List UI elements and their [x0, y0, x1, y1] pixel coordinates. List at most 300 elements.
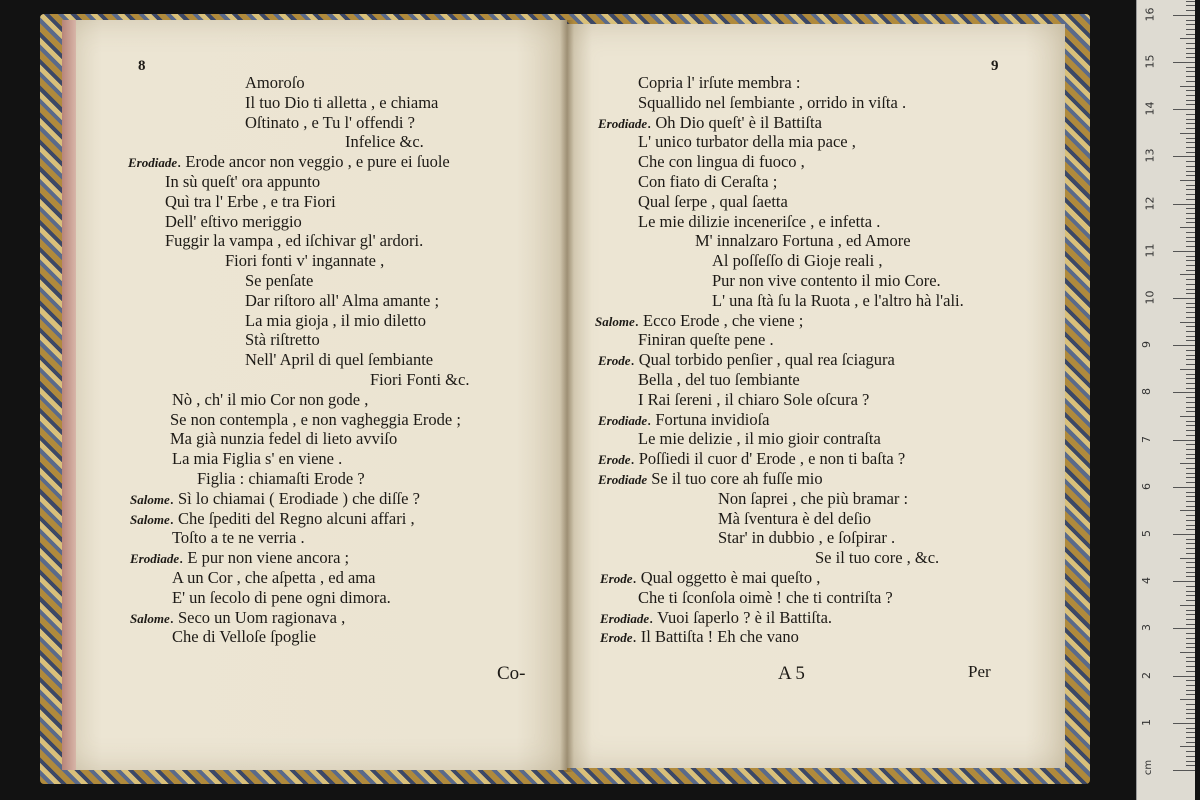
verse-text: Il tuo Dio ti alletta , e chiama — [245, 92, 439, 112]
ruler-tick — [1173, 204, 1195, 205]
verse-text: Ma già nunzia fedel di lieto avviſo — [170, 429, 398, 449]
verse-text: Star' in dubbio , e ſoſpirar . — [718, 528, 896, 548]
verse-text: Mà ſventura è del deſio — [718, 508, 872, 528]
ruler-unit: cm — [1143, 759, 1155, 776]
ruler-tick — [1186, 161, 1195, 162]
ruler-tick — [1186, 496, 1195, 497]
right-page-line — [638, 588, 893, 608]
left-page-line — [130, 489, 420, 510]
ruler-tick — [1180, 227, 1195, 228]
ruler-tick — [1186, 610, 1195, 611]
speaker-name: Erode — [598, 452, 631, 468]
left-page-line — [345, 132, 424, 152]
ruler-tick — [1186, 501, 1195, 502]
verse-text: Toſto a te ne verria . — [172, 528, 305, 548]
measuring-ruler — [1136, 0, 1195, 800]
verse-text: A un Cor , che aſpetta , ed ama — [172, 568, 376, 587]
verse-text: Se il tuo core ah fuſſe mio — [647, 469, 823, 488]
ruler-tick — [1186, 425, 1195, 426]
ruler-tick — [1186, 218, 1195, 219]
right-page-line — [638, 370, 800, 390]
left-page-line — [245, 271, 313, 291]
ruler-tick — [1186, 756, 1195, 757]
right-page-line — [598, 410, 770, 431]
ruler-number: 4 — [1140, 577, 1153, 585]
ruler-tick — [1186, 449, 1195, 450]
left-page-line — [245, 291, 439, 311]
verse-text: Figlia : chiamaſti Erode ? — [197, 469, 365, 488]
left-page-line — [172, 627, 316, 647]
verse-text: In sù queſt' ora appunto — [165, 172, 321, 191]
ruler-tick — [1186, 515, 1195, 516]
ruler-tick — [1186, 67, 1195, 68]
ruler-number: 10 — [1143, 290, 1157, 305]
ruler-tick — [1186, 175, 1195, 176]
ruler-tick — [1186, 728, 1195, 729]
verse-text: Nell' April di quel ſembiante — [245, 350, 434, 370]
verse-text: La mia Figlia s' en viene . — [172, 449, 343, 469]
ruler-tick — [1186, 307, 1195, 308]
ruler-tick — [1186, 265, 1195, 266]
verse-text: . Qual torbido penſier , qual rea ſciagura — [630, 350, 895, 370]
left-page-line — [245, 73, 305, 93]
ruler-tick — [1173, 723, 1195, 724]
ruler-tick — [1173, 298, 1195, 299]
verse-text: Non ſaprei , che più bramar : — [718, 488, 909, 508]
verse-text: . Il Battiſta ! Eh che vano — [632, 627, 799, 647]
ruler-tick — [1186, 34, 1195, 35]
ruler-number: 1 — [1140, 718, 1153, 726]
ruler-tick — [1186, 506, 1195, 507]
ruler-tick — [1186, 388, 1195, 389]
ruler-tick — [1186, 737, 1195, 738]
ruler-tick — [1186, 666, 1195, 667]
right-page-line — [638, 212, 880, 232]
ruler-tick — [1186, 643, 1195, 644]
ruler-tick — [1186, 119, 1195, 120]
ruler-tick — [1186, 20, 1195, 21]
left-page-line — [130, 509, 415, 530]
right-page-line — [600, 568, 820, 589]
right-page-number: 9 — [991, 58, 999, 74]
ruler-tick — [1186, 326, 1195, 327]
verse-text: Se penſate — [245, 271, 314, 290]
ruler-tick — [1186, 256, 1195, 257]
ruler-tick — [1186, 567, 1195, 568]
signature-mark: A 5 — [778, 663, 805, 684]
ruler-tick — [1186, 123, 1195, 124]
ruler-tick — [1186, 293, 1195, 294]
ruler-tick — [1180, 605, 1195, 606]
ruler-tick — [1186, 619, 1195, 620]
ruler-tick — [1186, 232, 1195, 233]
ruler-number: 7 — [1140, 435, 1153, 443]
ruler-tick — [1186, 185, 1195, 186]
ruler-tick — [1180, 699, 1195, 700]
ruler-tick — [1186, 237, 1195, 238]
ruler-tick — [1186, 383, 1195, 384]
ruler-tick — [1180, 463, 1195, 464]
left-page-line — [130, 608, 345, 629]
right-page-line — [598, 113, 822, 134]
left-page-line — [128, 152, 450, 173]
ruler-tick — [1186, 765, 1195, 766]
ruler-tick — [1186, 29, 1195, 30]
ruler-tick — [1186, 732, 1195, 733]
ruler-tick — [1173, 251, 1195, 252]
right-catchword: Per — [968, 662, 991, 681]
verse-text: E' un ſecolo di pene ogni dimora. — [172, 587, 391, 607]
right-page-line — [638, 172, 777, 192]
ruler-tick — [1186, 704, 1195, 705]
ruler-tick — [1186, 128, 1195, 129]
speaker-name: Erodiade — [598, 115, 648, 131]
ruler-tick — [1186, 407, 1195, 408]
speaker-name: Erodiade — [130, 551, 180, 567]
verse-text: Se il tuo core , &c. — [815, 548, 940, 568]
verse-text: L' una ſtà ſu la Ruota , e l'altro hà l'ali. — [712, 290, 964, 310]
ruler-tick — [1186, 473, 1195, 474]
ruler-number: 11 — [1143, 243, 1157, 258]
verse-text: Oſtinato , e Tu l' offendi ? — [245, 112, 415, 132]
verse-text: Le mie dilizie inceneriſce , e infetta . — [638, 211, 881, 231]
right-page-line — [638, 132, 856, 152]
ruler-tick — [1186, 10, 1195, 11]
right-page-line — [638, 73, 800, 93]
ruler-tick — [1180, 274, 1195, 275]
ruler-tick — [1186, 543, 1195, 544]
ruler-tick — [1173, 534, 1195, 535]
ruler-tick — [1186, 591, 1195, 592]
ruler-tick — [1173, 440, 1195, 441]
speaker-name: Erode — [600, 571, 633, 586]
ruler-tick — [1186, 100, 1195, 101]
ruler-tick — [1180, 652, 1195, 653]
ruler-tick — [1173, 156, 1195, 157]
ruler-tick — [1186, 468, 1195, 469]
ruler-tick — [1186, 454, 1195, 455]
ruler-tick — [1186, 312, 1195, 313]
left-page-line — [245, 311, 426, 331]
ruler-tick — [1173, 676, 1195, 677]
left-page-line — [172, 568, 375, 588]
ruler-tick — [1186, 166, 1195, 167]
ruler-tick — [1173, 392, 1195, 393]
ruler-number: 15 — [1143, 54, 1157, 69]
left-page-line — [245, 330, 320, 350]
verse-text: . Seco un Uom ragionava , — [169, 607, 346, 627]
ruler-tick — [1186, 260, 1195, 261]
verse-text: M' innalzaro Fortuna , ed Amore — [695, 231, 911, 251]
ruler-tick — [1186, 241, 1195, 242]
ruler-number: 6 — [1140, 482, 1153, 490]
ruler-tick — [1186, 331, 1195, 332]
verse-text: Stà riſtretto — [245, 330, 320, 350]
verse-text: Al poſſeſſo di Gioje reali , — [712, 251, 883, 271]
ruler-tick — [1186, 171, 1195, 172]
verse-text: Bella , del tuo ſembiante — [638, 370, 800, 389]
right-page-line — [638, 152, 805, 172]
verse-text: Che ti ſconſola oimè ! che ti contriſta ? — [638, 587, 893, 607]
right-page-line — [695, 231, 911, 251]
ruler-tick — [1186, 709, 1195, 710]
verse-text: Qual ſerpe , qual ſaetta — [638, 191, 788, 211]
verse-text: . Poſſiedi il cuor d' Erode , e non ti baſta ? — [630, 449, 906, 469]
ruler-tick — [1186, 671, 1195, 672]
left-page-line — [370, 370, 469, 390]
ruler-tick — [1186, 525, 1195, 526]
speaker-name: Salome — [130, 511, 170, 527]
left-page-number: 8 — [138, 58, 146, 74]
ruler-tick — [1173, 770, 1195, 771]
verse-text: . Vuoi ſaperlo ? è il Battiſta. — [649, 607, 833, 627]
ruler-tick — [1186, 600, 1195, 601]
ruler-tick — [1180, 510, 1195, 511]
ruler-tick — [1186, 435, 1195, 436]
right-page-line — [638, 192, 788, 212]
ruler-tick — [1186, 539, 1195, 540]
ruler-tick — [1186, 562, 1195, 563]
ruler-tick — [1186, 430, 1195, 431]
right-page-line — [638, 390, 869, 410]
ruler-number: 8 — [1140, 388, 1153, 396]
ruler-number: 14 — [1143, 101, 1157, 116]
right-page-line — [815, 548, 939, 568]
ruler-number: 16 — [1143, 7, 1157, 22]
right-page-line — [638, 429, 881, 449]
ruler-tick — [1186, 647, 1195, 648]
ruler-tick — [1186, 572, 1195, 573]
ruler-tick — [1186, 411, 1195, 412]
right-page-line — [638, 93, 906, 113]
speaker-name: Erodiade — [598, 472, 648, 487]
ruler-tick — [1186, 638, 1195, 639]
ruler-tick — [1173, 62, 1195, 63]
verse-text: I Rai ſereni , il chiaro Sole oſcura ? — [638, 389, 870, 409]
book-gutter — [560, 20, 574, 772]
ruler-tick — [1186, 284, 1195, 285]
left-page-line — [245, 113, 415, 133]
verse-text: L' unico turbator della mia pace , — [638, 132, 856, 152]
speaker-name: Salome — [130, 491, 170, 507]
right-page-line — [598, 449, 905, 470]
ruler-tick — [1173, 487, 1195, 488]
speaker-name: Erode — [600, 630, 633, 646]
right-page-line — [712, 271, 941, 291]
ruler-tick — [1186, 685, 1195, 686]
right-page-line — [638, 330, 774, 350]
ruler-tick — [1186, 114, 1195, 115]
ruler-tick — [1186, 303, 1195, 304]
ruler-tick — [1186, 208, 1195, 209]
verse-text: Con fiato di Ceraſta ; — [638, 172, 778, 191]
right-page-line — [598, 350, 895, 371]
ruler-tick — [1186, 374, 1195, 375]
left-page-line — [197, 469, 365, 489]
ruler-tick — [1186, 138, 1195, 139]
left-page-line — [165, 172, 320, 192]
speaker-name: Salome — [130, 610, 170, 626]
right-page-line — [718, 489, 908, 509]
ruler-tick — [1186, 24, 1195, 25]
verse-text: . E pur non viene ancora ; — [179, 548, 350, 568]
page-edge-stain — [62, 20, 76, 770]
ruler-tick — [1180, 416, 1195, 417]
verse-text: Copria l' irſute membra : — [638, 73, 801, 92]
ruler-tick — [1186, 657, 1195, 658]
verse-text: Amoroſo — [245, 73, 305, 92]
ruler-tick — [1186, 576, 1195, 577]
left-page-line — [130, 548, 349, 569]
ruler-tick — [1186, 189, 1195, 190]
verse-text: . Fortuna invidioſa — [647, 409, 770, 429]
verse-text: . Ecco Erode , che viene ; — [634, 310, 804, 330]
verse-text: Fuggir la vampa , ed iſchivar gl' ardori. — [165, 231, 424, 251]
ruler-tick — [1186, 364, 1195, 365]
ruler-tick — [1173, 628, 1195, 629]
ruler-tick — [1186, 289, 1195, 290]
ruler-tick — [1186, 624, 1195, 625]
speaker-name: Erodiade — [128, 155, 178, 171]
ruler-tick — [1186, 336, 1195, 337]
ruler-tick — [1186, 477, 1195, 478]
ruler-tick — [1186, 270, 1195, 271]
ruler-tick — [1186, 317, 1195, 318]
ruler-number: 5 — [1140, 530, 1153, 537]
left-page-line — [165, 212, 302, 232]
verse-text: La mia gioja , il mio diletto — [245, 310, 427, 330]
ruler-tick — [1180, 133, 1195, 134]
left-page-line — [172, 390, 368, 410]
left-page-line — [172, 449, 342, 469]
ruler-tick — [1186, 661, 1195, 662]
ruler-tick — [1186, 614, 1195, 615]
left-catchword: Co- — [497, 663, 526, 684]
ruler-tick — [1186, 57, 1195, 58]
ruler-tick — [1173, 109, 1195, 110]
ruler-tick — [1180, 322, 1195, 323]
ruler-tick — [1186, 359, 1195, 360]
ruler-tick — [1186, 690, 1195, 691]
ruler-tick — [1180, 369, 1195, 370]
ruler-tick — [1186, 713, 1195, 714]
verse-text: Fiori fonti v' ingannate , — [225, 251, 385, 271]
ruler-tick — [1186, 48, 1195, 49]
verse-text: Nò , ch' il mio Cor non gode , — [172, 389, 369, 409]
left-page-line — [170, 429, 397, 449]
left-page-line — [245, 93, 438, 113]
verse-text: Dell' eſtivo meriggio — [165, 211, 302, 231]
ruler-tick — [1186, 279, 1195, 280]
ruler-tick — [1186, 633, 1195, 634]
ruler-tick — [1186, 246, 1195, 247]
ruler-tick — [1186, 595, 1195, 596]
ruler-tick — [1186, 95, 1195, 96]
verse-text: Quì tra l' Erbe , e tra Fiori — [165, 191, 336, 211]
ruler-tick — [1186, 751, 1195, 752]
right-page-line — [595, 311, 803, 332]
right-page-line — [712, 291, 964, 311]
verse-text: Che di Velloſe ſpoglie — [172, 627, 317, 647]
ruler-tick — [1186, 104, 1195, 105]
ruler-tick — [1186, 586, 1195, 587]
ruler-tick — [1186, 718, 1195, 719]
verse-text: Fiori Fonti &c. — [370, 370, 470, 389]
ruler-number: 9 — [1140, 341, 1153, 349]
right-page-line — [718, 528, 895, 548]
ruler-tick — [1186, 142, 1195, 143]
ruler-tick — [1186, 5, 1195, 6]
ruler-tick — [1173, 15, 1195, 16]
ruler-tick — [1186, 147, 1195, 148]
left-page-line — [165, 231, 423, 251]
ruler-tick — [1186, 694, 1195, 695]
verse-text: Che con lingua di fuoco , — [638, 152, 805, 172]
ruler-tick — [1186, 553, 1195, 554]
ruler-tick — [1186, 529, 1195, 530]
ruler-tick — [1186, 548, 1195, 549]
ruler-tick — [1186, 378, 1195, 379]
ruler-tick — [1186, 350, 1195, 351]
ruler-tick — [1173, 345, 1195, 346]
ruler-tick — [1186, 402, 1195, 403]
right-page-line — [712, 251, 882, 271]
ruler-tick — [1186, 81, 1195, 82]
right-page-line — [598, 469, 823, 490]
ruler-tick — [1186, 742, 1195, 743]
verse-text: . Che ſpediti del Regno alcuni affari , — [169, 508, 415, 528]
ruler-tick — [1180, 38, 1195, 39]
ruler-tick — [1186, 43, 1195, 44]
verse-text: . Oh Dio queſt' è il Battiſta — [647, 112, 822, 132]
ruler-tick — [1180, 180, 1195, 181]
verse-text: . Sì lo chiamai ( Erodiade ) che diſſe ? — [169, 488, 420, 508]
ruler-tick — [1186, 492, 1195, 493]
verse-text: Pur non vive contento il mio Core. — [712, 271, 941, 290]
ruler-tick — [1186, 520, 1195, 521]
ruler-number: 3 — [1140, 624, 1153, 632]
ruler-tick — [1186, 90, 1195, 91]
ruler-tick — [1186, 152, 1195, 153]
ruler-tick — [1186, 482, 1195, 483]
ruler-tick — [1186, 444, 1195, 445]
verse-text: Finiran queſte pene . — [638, 330, 774, 350]
ruler-tick — [1186, 761, 1195, 762]
ruler-tick — [1186, 458, 1195, 459]
ruler-number: 13 — [1143, 148, 1157, 163]
left-page-line — [172, 528, 305, 548]
ruler-tick — [1186, 71, 1195, 72]
left-page-line — [225, 251, 384, 271]
ruler-tick — [1180, 86, 1195, 87]
verse-text: Se non contempla , e non vagheggia Erode ; — [170, 409, 461, 429]
ruler-tick — [1186, 199, 1195, 200]
ruler-tick — [1180, 746, 1195, 747]
left-page-line — [170, 410, 461, 430]
right-page-line — [600, 608, 832, 629]
ruler-number: 12 — [1143, 196, 1157, 211]
verse-text: Squallido nel ſembiante , orrido in viſta . — [638, 92, 907, 112]
speaker-name: Salome — [595, 313, 635, 329]
ruler-tick — [1186, 1, 1195, 2]
ruler-number: 2 — [1140, 671, 1153, 679]
ruler-tick — [1180, 558, 1195, 559]
right-page-line — [718, 509, 871, 529]
left-page-line — [245, 350, 433, 370]
ruler-tick — [1186, 340, 1195, 341]
ruler-tick — [1186, 397, 1195, 398]
verse-text: . Erode ancor non veggio , e pure ei ſuole — [177, 152, 450, 172]
